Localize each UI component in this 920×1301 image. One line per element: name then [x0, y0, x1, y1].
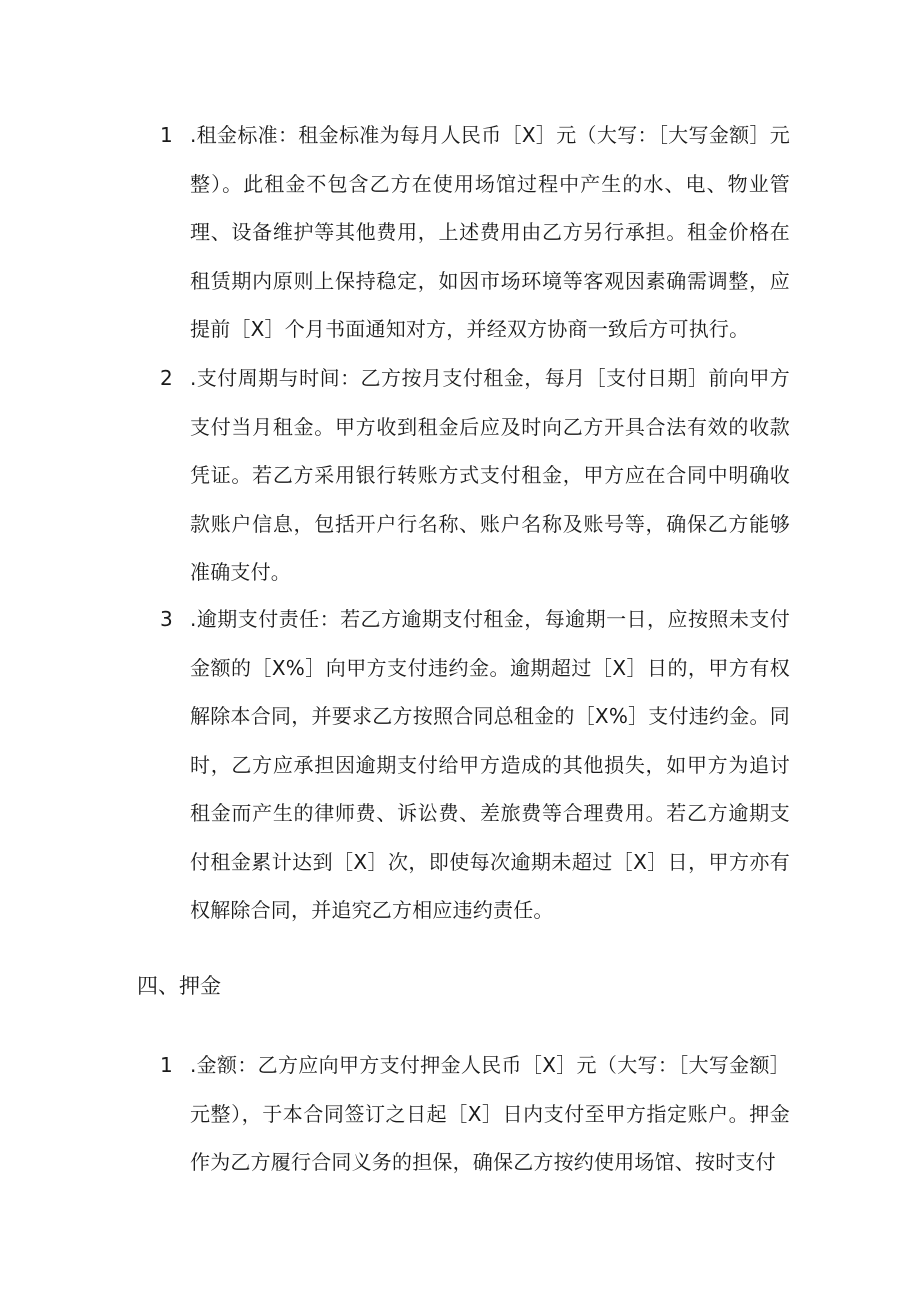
clause-text: .金额：乙方应向甲方支付押金人民币［X］元（大写：［大写金额］元整），于本合同签订之日起［X］日内支付至甲方指定账户。押金作为乙方履行合同义务的担保，确保乙方按约使用场馆、按时支付	[190, 1053, 790, 1174]
clause-number: 3	[160, 607, 173, 631]
clause-text: .逾期支付责任：若乙方逾期支付租金，每逾期一日，应按照未支付金额的［X%］向甲方支付违约金。逾期超过［X］日的，甲方有权解除本合同，并要求乙方按照合同总租金的［X%］支付违约金。同时，乙方应承担因逾期支付给甲方造成的其他损失，如甲方为追讨租金而产生的律师费、诉讼费、差旅费等合理费用。若乙方逾期支付租金累计达到［X］次，即使每次逾期未超过［X］日，甲方亦有权解除合同，并追究乙方相应违约责任。	[190, 607, 790, 922]
rent-clause-2	[160, 354, 800, 597]
clause-number: 1	[160, 1053, 173, 1077]
clause-number: 1	[160, 123, 173, 147]
clause-text: .租金标准：租金标准为每月人民币［X］元（大写：［大写金额］元整）。此租金不包含乙方在使用场馆过程中产生的水、电、物业管理、设备维护等其他费用，上述费用由乙方另行承担。租金价格在租赁期内原则上保持稳定，如因市场环境等客观因素确需调整，应提前［X］个月书面通知对方，并经双方协商一致后方可执行。	[190, 123, 790, 341]
rent-clause-1	[160, 111, 800, 354]
section-heading-deposit: 四、押金	[137, 974, 221, 998]
rent-clause-3	[160, 595, 800, 935]
clause-text: .支付周期与时间：乙方按月支付租金，每月［支付日期］前向甲方支付当月租金。甲方收到租金后应及时向乙方开具合法有效的收款凭证。若乙方采用银行转账方式支付租金，甲方应在合同中明确收款账户信息，包括开户行名称、账户名称及账号等，确保乙方能够准确支付。	[190, 366, 790, 584]
deposit-clause-1	[160, 1041, 800, 1187]
clause-number: 2	[160, 366, 173, 390]
